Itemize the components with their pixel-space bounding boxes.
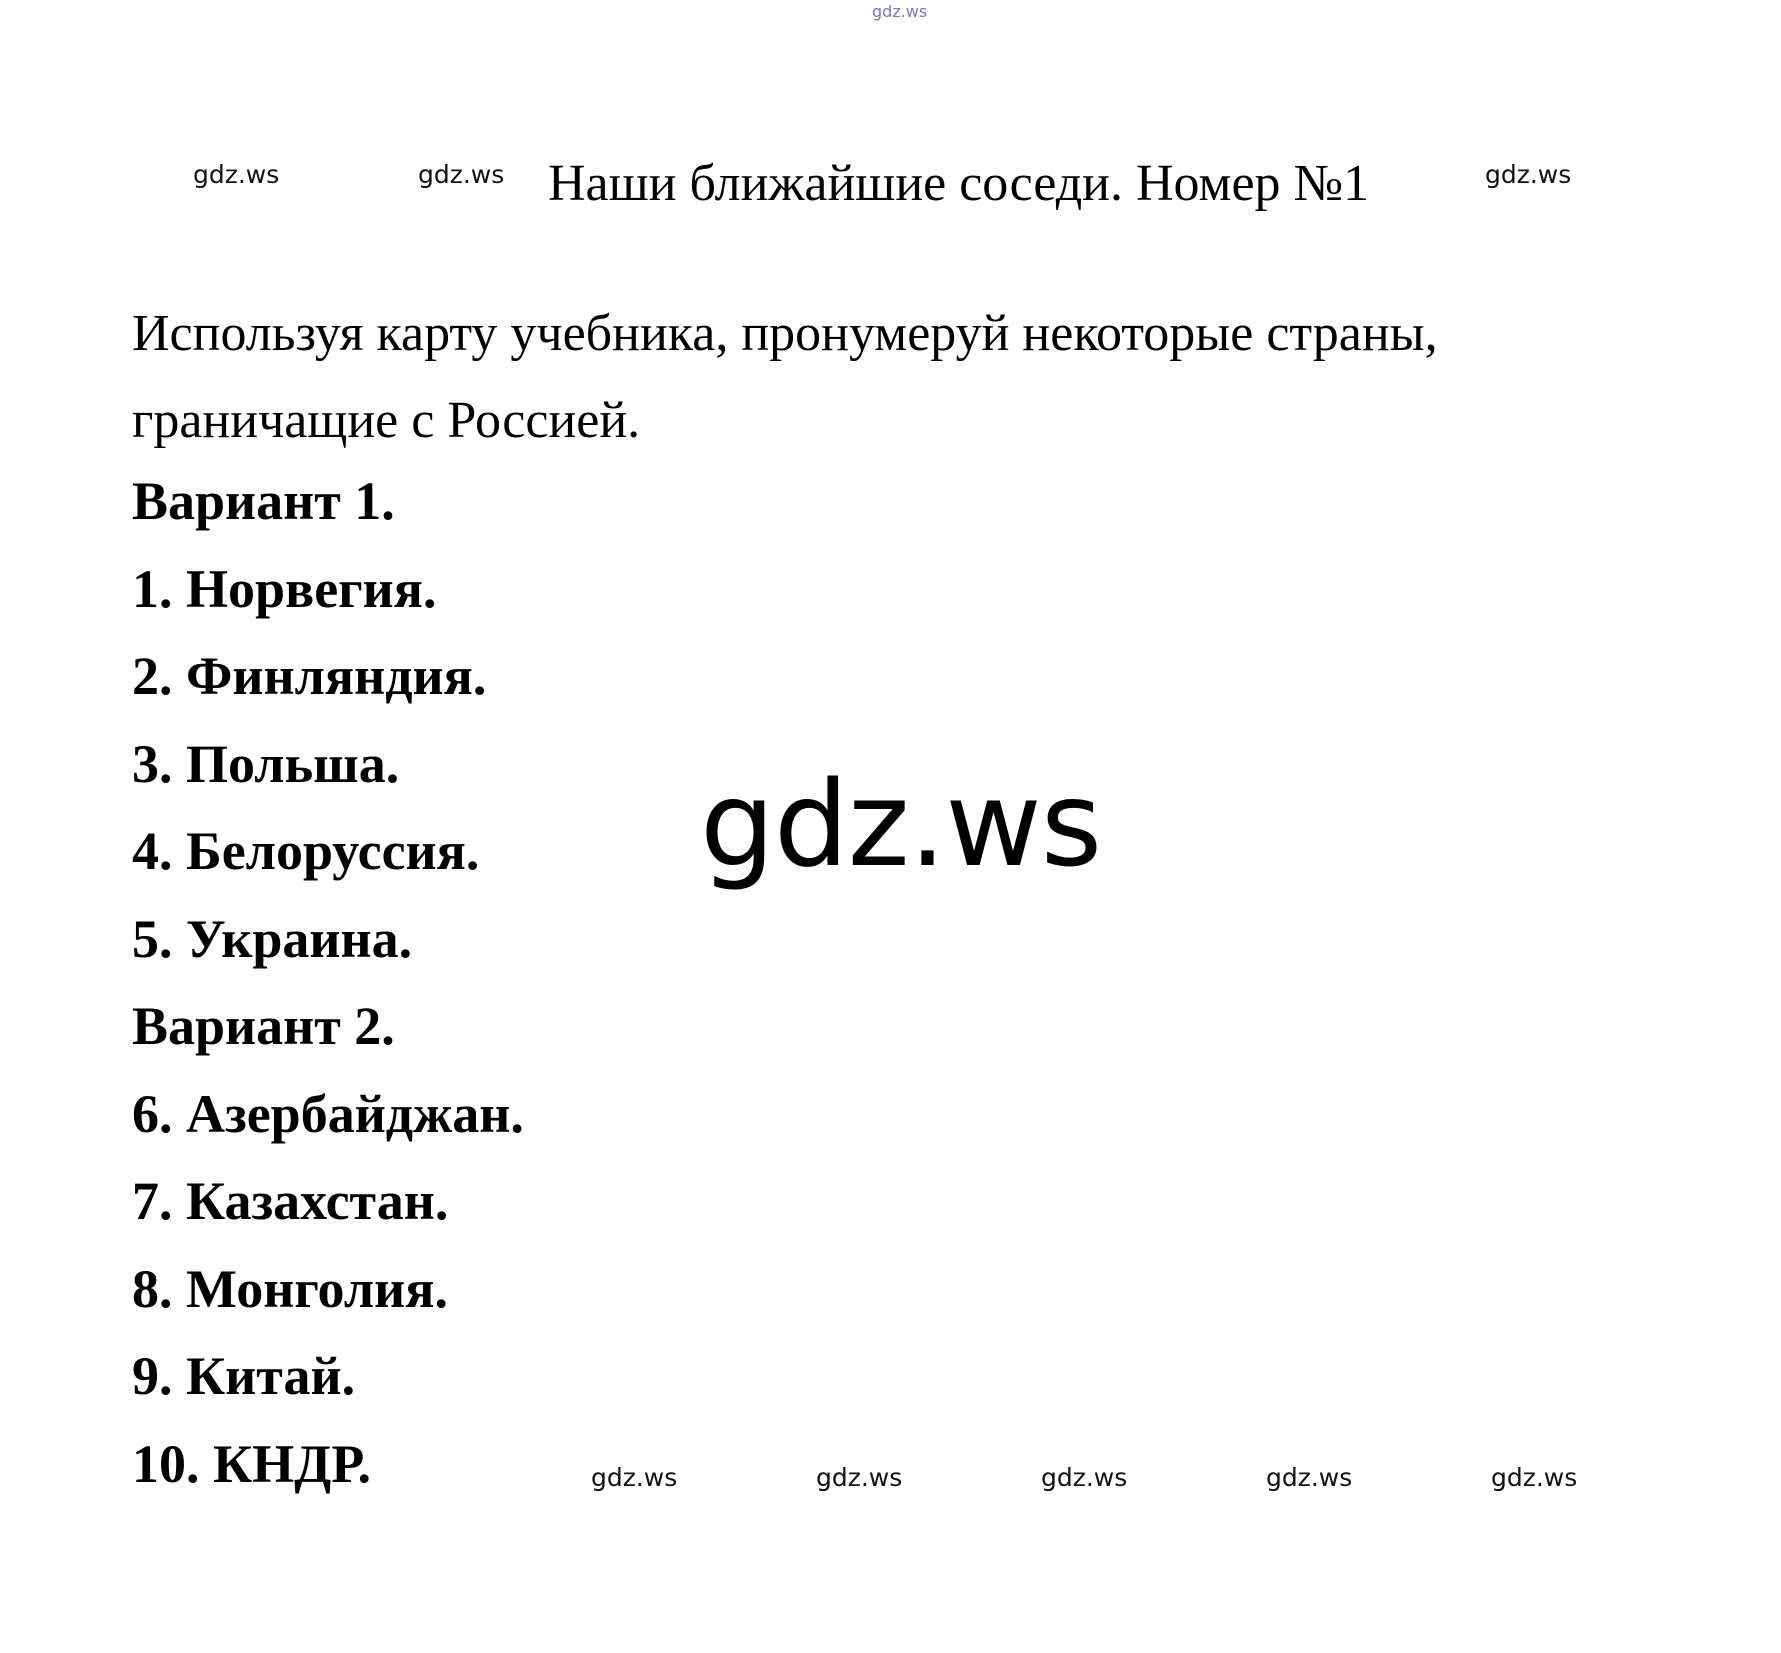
- list-item: 3. Польша.: [132, 733, 400, 794]
- list-item: 9. Китай.: [132, 1346, 356, 1406]
- list-item: 1. Норвегия.: [132, 558, 437, 619]
- list-item: 6. Азербайджан.: [132, 1083, 524, 1144]
- watermark-center: gdz.ws: [700, 755, 1102, 893]
- list-item: 8. Монголия.: [132, 1258, 448, 1319]
- watermark-bottom-5: gdz.ws: [1491, 1463, 1578, 1492]
- page-title: Наши ближайшие соседи. Номер №1: [548, 155, 1370, 212]
- watermark-header-right: gdz.ws: [1485, 160, 1572, 189]
- watermark-top: gdz.ws: [872, 2, 928, 21]
- watermark-header-left-1: gdz.ws: [193, 160, 280, 189]
- answer-list: [132, 458, 524, 1508]
- watermark-bottom-3: gdz.ws: [1041, 1463, 1128, 1492]
- watermark-header-left-2: gdz.ws: [418, 160, 505, 189]
- variant-heading: Вариант 2.: [132, 996, 395, 1056]
- list-item: 7. Казахстан.: [132, 1171, 449, 1231]
- watermark-bottom-4: gdz.ws: [1266, 1463, 1353, 1492]
- task-text: Используя карту учебника, пронумеруй некоторые страны, граничащие с Россией.: [132, 305, 1438, 449]
- list-item: 4. Белоруссия.: [132, 821, 480, 881]
- list-item: 10. КНДР.: [132, 1433, 372, 1494]
- variant-heading: Вариант 1.: [132, 471, 395, 531]
- list-item: 2. Финляндия.: [132, 646, 487, 706]
- watermark-bottom-2: gdz.ws: [816, 1463, 903, 1492]
- watermark-bottom-1: gdz.ws: [591, 1463, 678, 1492]
- list-item: 5. Украина.: [132, 908, 413, 969]
